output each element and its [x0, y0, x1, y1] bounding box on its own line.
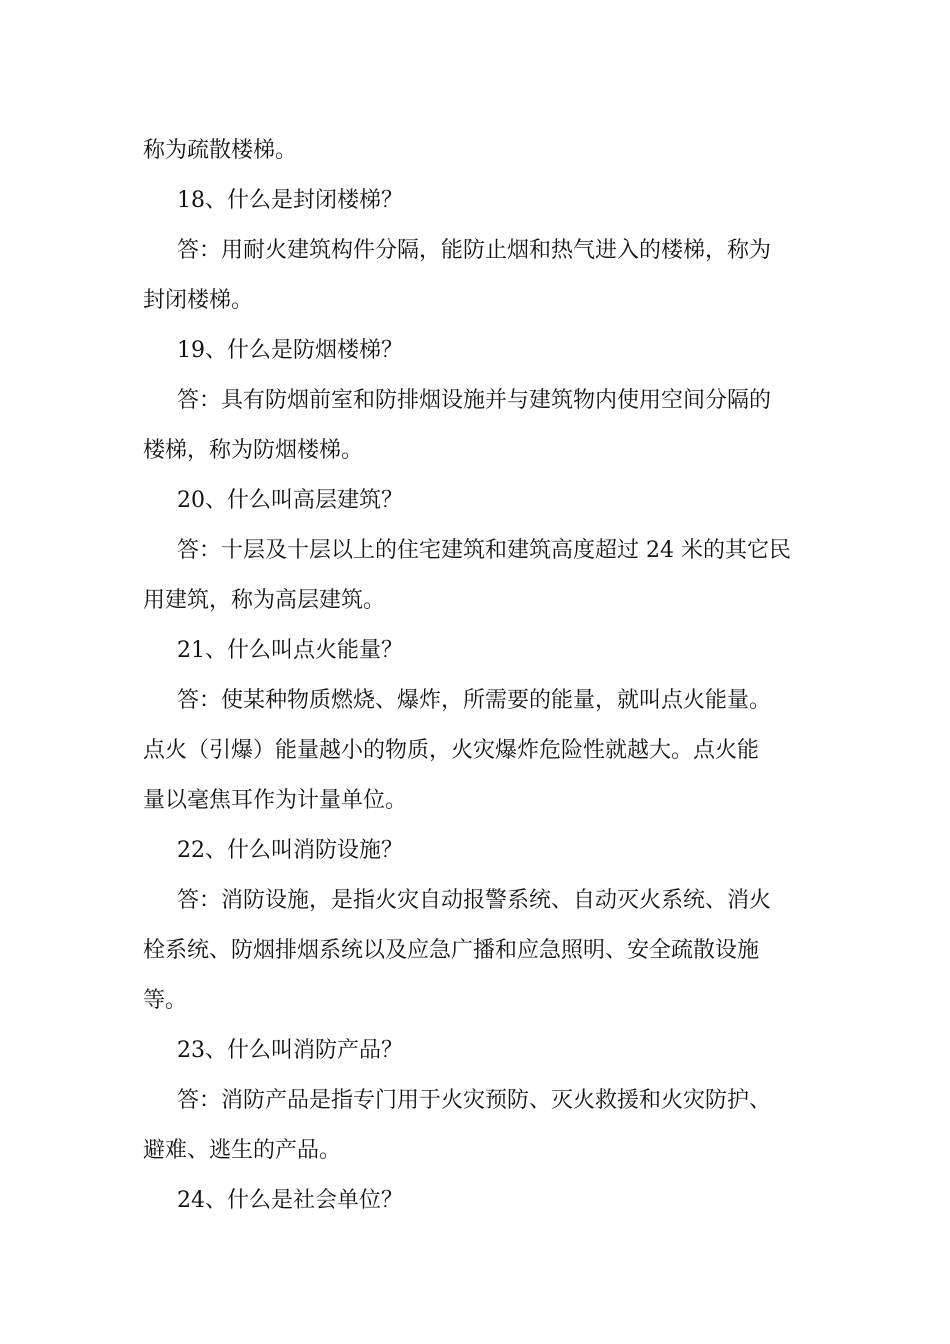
question-heading: 24、什么是社会单位？	[177, 1188, 403, 1213]
paragraph-line: 封闭楼梯。	[143, 288, 254, 313]
question-heading: 19、什么是防烟楼梯？	[177, 338, 403, 363]
answer-line: 答：用耐火建筑构件分隔，能防止烟和热气进入的楼梯，称为	[177, 238, 772, 263]
answer-line: 答：消防产品是指专门用于火灾预防、灭火救援和火灾防护、	[177, 1088, 772, 1113]
paragraph-line: 用建筑，称为高层建筑。	[143, 588, 386, 613]
paragraph-line: 避难、逃生的产品。	[143, 1138, 342, 1163]
answer-line: 答：使某种物质燃烧、爆炸，所需要的能量，就叫点火能量。	[177, 688, 772, 713]
question-heading: 18、什么是封闭楼梯？	[177, 188, 403, 213]
paragraph-line: 楼梯，称为防烟楼梯。	[143, 438, 364, 463]
paragraph-line: 栓系统、防烟排烟系统以及应急广播和应急照明、安全疏散设施	[143, 938, 760, 963]
question-heading: 22、什么叫消防设施？	[177, 838, 403, 863]
answer-line: 答：消防设施，是指火灾自动报警系统、自动灭火系统、消火	[177, 888, 772, 913]
paragraph-line: 称为疏散楼梯。	[143, 138, 298, 163]
answer-line: 答：具有防烟前室和防排烟设施并与建筑物内使用空间分隔的	[177, 388, 772, 413]
paragraph-line: 量以毫焦耳作为计量单位。	[143, 788, 408, 813]
answer-line: 答：十层及十层以上的住宅建筑和建筑高度超过 24 米的其它民	[177, 538, 791, 563]
question-heading: 21、什么叫点火能量？	[177, 638, 403, 663]
question-heading: 23、什么叫消防产品？	[177, 1038, 403, 1063]
paragraph-line: 点火（引爆）能量越小的物质，火灾爆炸危险性就越大。点火能	[143, 738, 760, 763]
paragraph-line: 等。	[143, 988, 188, 1013]
question-heading: 20、什么叫高层建筑？	[177, 488, 403, 513]
